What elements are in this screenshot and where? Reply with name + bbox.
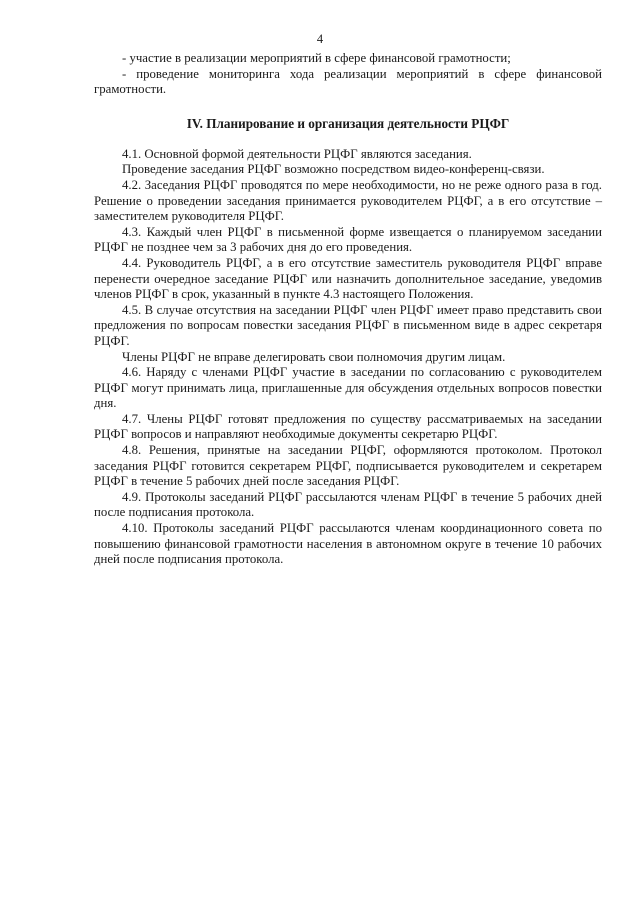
paragraph-4-1-continuation: Проведение заседания РЦФГ возможно посредством видео-конференц-связи.: [122, 162, 545, 177]
document-body: [94, 51, 602, 568]
paragraph-4-10: 4.10. Протоколы заседаний РЦФГ рассылаются членам координационного совета по повышению финансовой грамотности населения в автономном округе в течение 10 рабочих дней после подписания протокола.: [94, 521, 602, 567]
paragraph-4-7: 4.7. Члены РЦФГ готовят предложения по существу рассматриваемых на заседании РЦФГ вопросов и направляют необходимые документы секретарю РЦФГ.: [94, 411, 602, 442]
section-heading: IV. Планирование и организация деятельности РЦФГ: [186, 115, 510, 131]
paragraph-4-1: 4.1. Основной формой деятельности РЦФГ являются заседания.: [122, 146, 472, 161]
intro-list-item-2: - проведение мониторинга хода реализации мероприятий в сфере финансовой грамотности.: [94, 66, 602, 97]
paragraph-4-3: 4.3. Каждый член РЦФГ в письменной форме извещается о планируемом заседании РЦФГ не позднее чем за 3 рабочих дня до его проведения.: [94, 224, 602, 255]
intro-list-item-1: - участие в реализации мероприятий в сфере финансовой грамотности;: [122, 51, 511, 65]
paragraph-4-8: 4.8. Решения, принятые на заседании РЦФГ, оформляются протоколом. Протокол заседания РЦФГ готовится секретарем РЦФГ, подписывается руководителем и секретарем РЦФГ в течение 5 рабочих дней после заседания РЦФГ.: [94, 443, 602, 489]
paragraph-4-5-continuation: Члены РЦФГ не вправе делегировать свои полномочия другим лицам.: [122, 349, 506, 364]
paragraph-4-6: 4.6. Наряду с членами РЦФГ участие в заседании по согласованию с руководителем РЦФГ могут принимать лица, приглашенные для обсуждения отдельных вопросов повестки дня.: [94, 365, 602, 411]
page-number: 4: [316, 32, 324, 46]
paragraph-4-5: 4.5. В случае отсутствия на заседании РЦФГ член РЦФГ имеет право представить свои предложения по вопросам повестки заседания РЦФГ в письменном виде в адрес секретаря РЦФГ.: [94, 302, 602, 348]
paragraph-4-4: 4.4. Руководитель РЦФГ, а в его отсутствие заместитель руководителя РЦФГ вправе перенести очередное заседание РЦФГ или назначить дополнительное заседание, уведомив членов РЦФГ в срок, указанный в пункте 4.3 настоящего Положения.: [94, 255, 602, 302]
paragraph-4-9: 4.9. Протоколы заседаний РЦФГ рассылаются членам РЦФГ в течение 5 рабочих дней после подписания протокола.: [94, 489, 602, 520]
paragraph-4-2: 4.2. Заседания РЦФГ проводятся по мере необходимости, но не реже одного раза в год. Решение о проведении заседания принимается руководителем РЦФГ, а в его отсутствие – заместителем руководителя РЦФГ.: [94, 177, 602, 224]
